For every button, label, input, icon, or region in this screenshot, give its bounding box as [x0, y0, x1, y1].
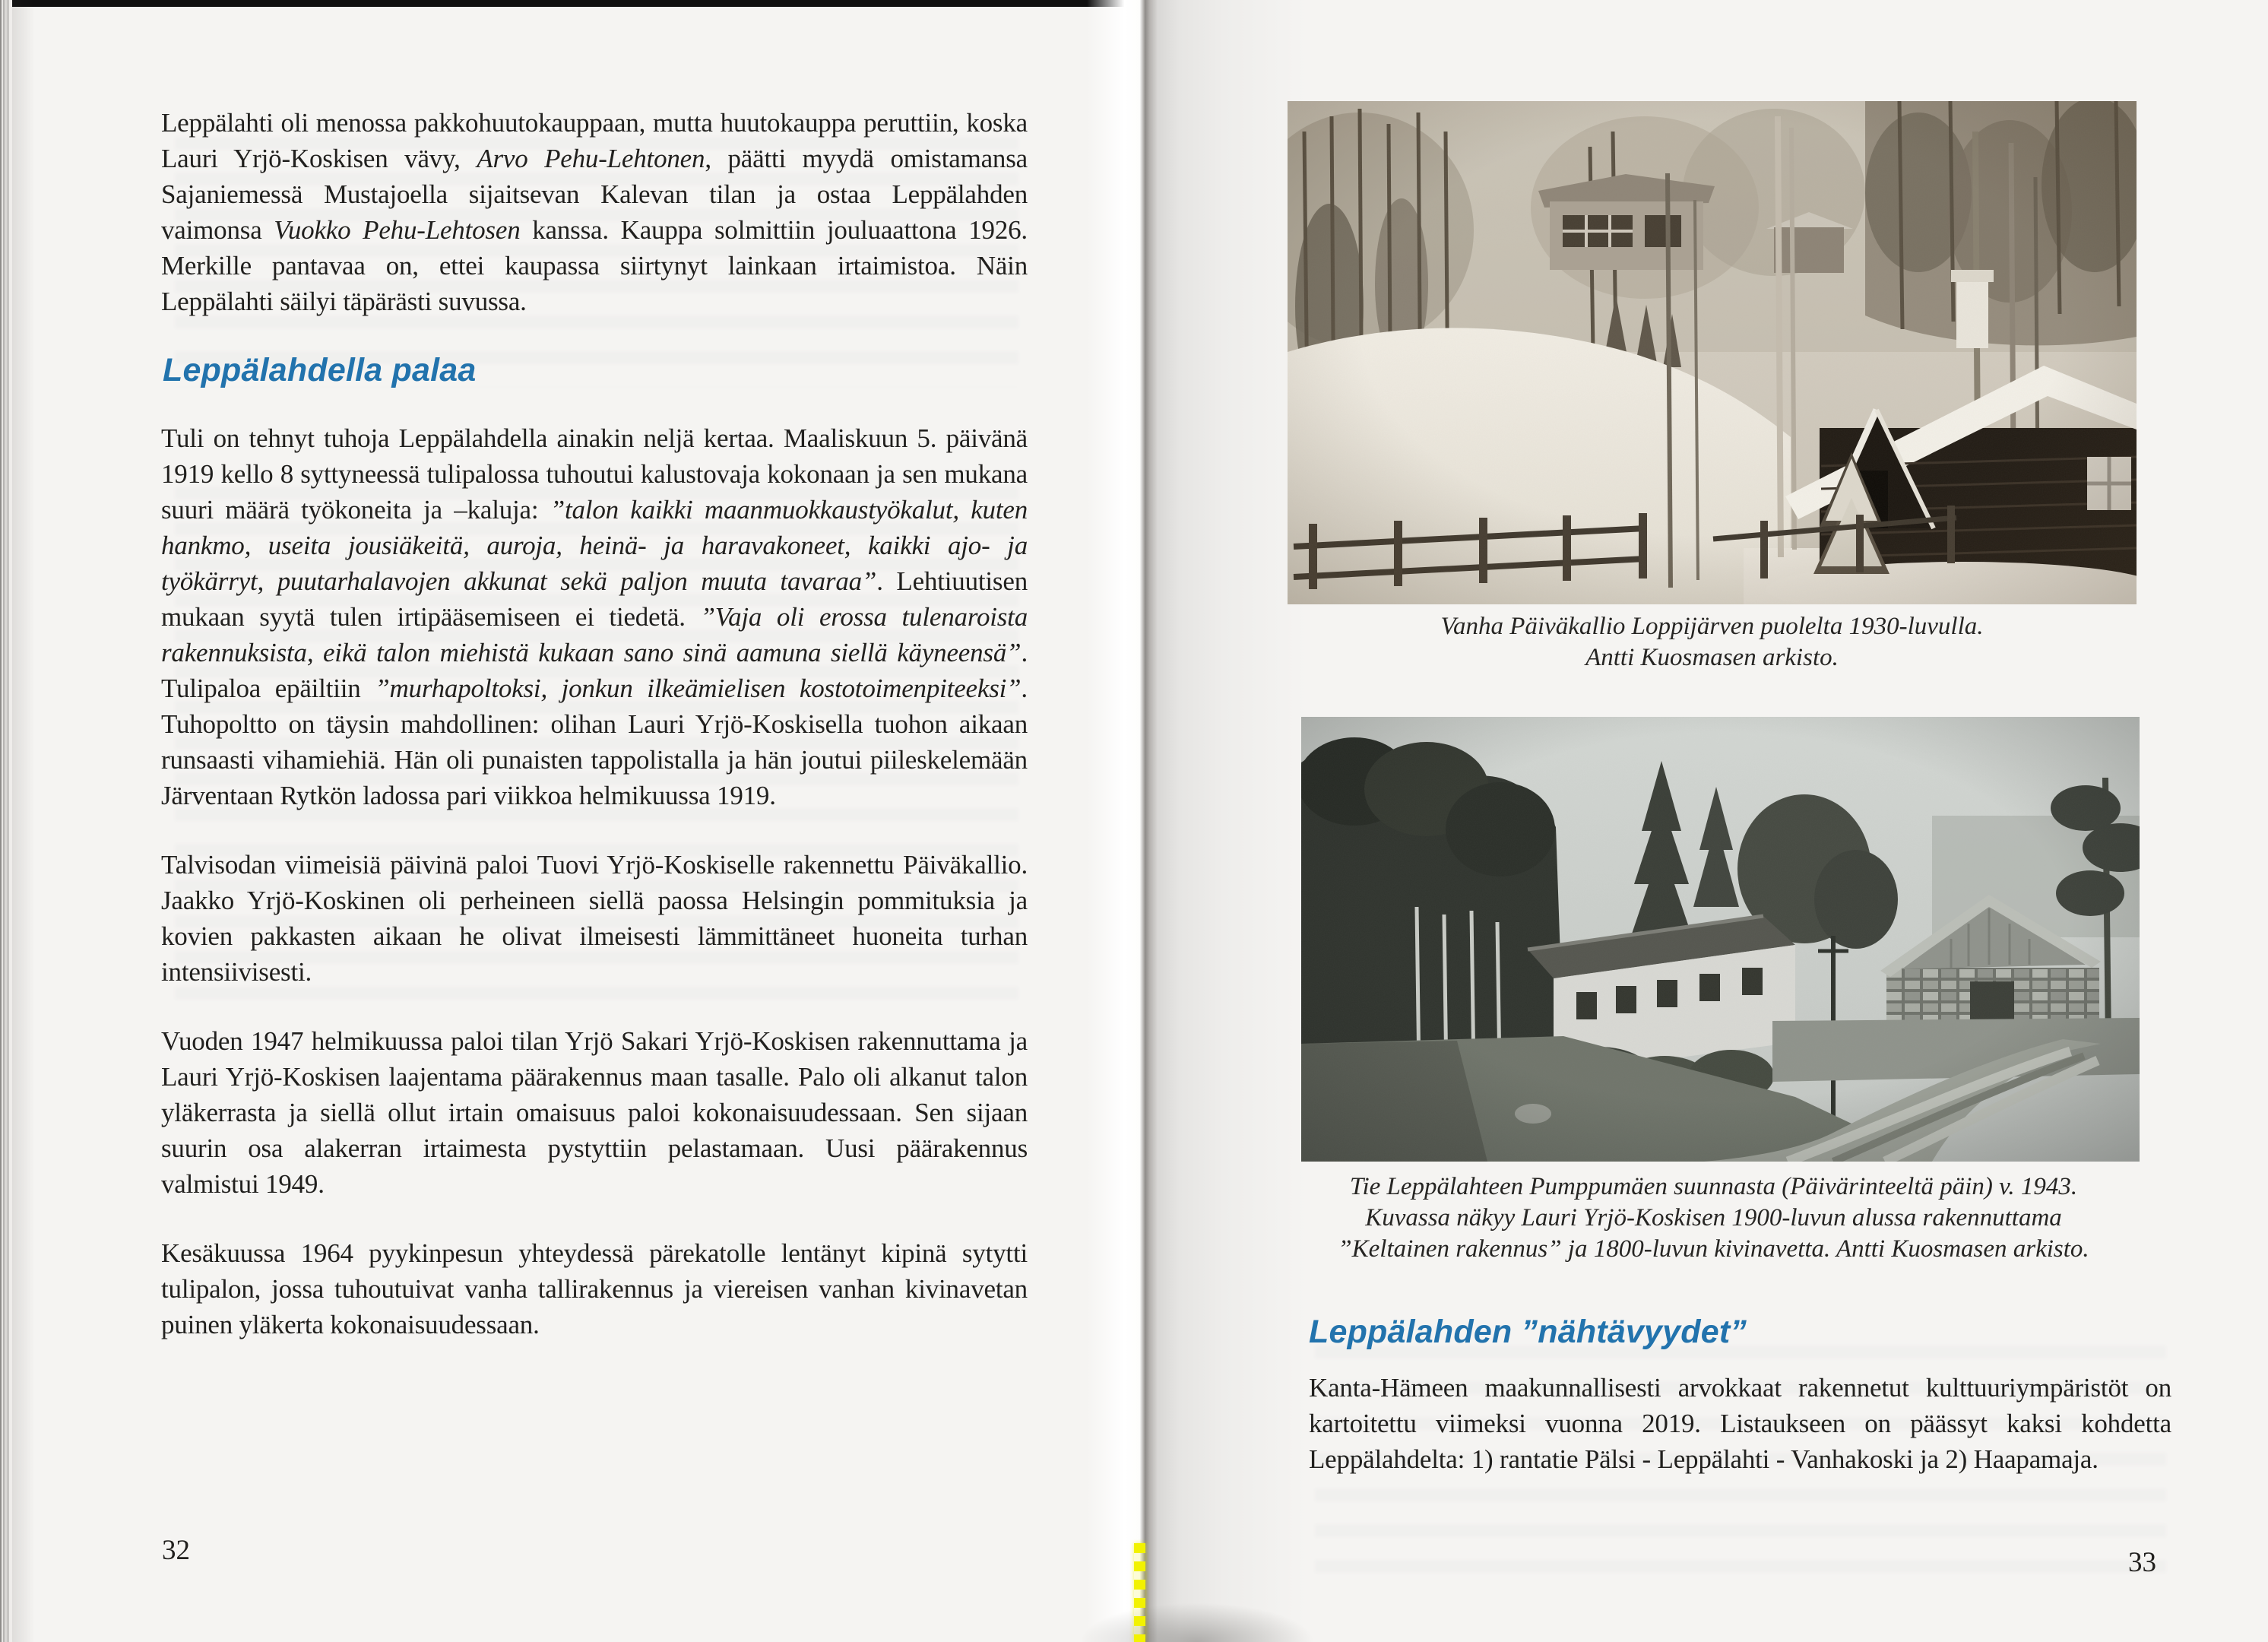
- left-page-text-column: [161, 105, 1028, 1342]
- book-page-edges: [0, 0, 12, 1642]
- paragraph: Talvisodan viimeisiä päivinä paloi Tuovi Yrjö-Koskiselle rakennettu Päiväkallio. Jaakko Yrjö-Koskinen oli perheineen siellä paossa Helsingin pommituksia ja kovien pakkasten aikaan he olivat ilmeisesti lämmittäneet huoneita turhan intensiivisesti.: [161, 850, 1028, 987]
- book-edge-shadow: [12, 0, 35, 1642]
- paragraph: Kanta-Hämeen maakunnallisesti arvokkaat rakennetut kulttuuriympäristöt on kartoitettu viimeksi vuonna 2019. Listaukseen on päässyt kaksi kohdetta Leppälahdelta: 1) rantatie Pälsi - Leppälahti - Vanhakoski ja 2) Haapamaja.: [1309, 1373, 2171, 1474]
- caption-line: Vanha Päiväkallio Loppijärven puolelta 1930-luvulla.: [1440, 613, 1984, 640]
- gutter-shadow: [1079, 1602, 1315, 1642]
- photo1-grain: [1288, 101, 2137, 604]
- paragraph: Tuli on tehnyt tuhoja Leppälahdella ainakin neljä kertaa. Maaliskuun 5. päivänä 1919 kello 8 syttyneessä tulipalossa tuhoutui kalustovaja kokonaan ja sen mukana suuri määrä työkoneita ja –kaluja: ”talon kaikki maanmuokkaustyökalut, kuten hankmo, useita jousiäkeitä, auroja, heinä- ja haravakoneet, kaikki ajo- ja työkärryt, puutarhalavojen akkunat sekä paljon muuta tavaraa”. Lehtiuutisen mukaan syytä tulen irtipääsemiseen ei tiedetä. ”Vaja oli erossa tulenaroista rakennuksista, eikä talon miehistä kukaan sano sinä aamuna siellä käyneensä”. Tulipaloa epäiltiin ”murhapoltoksi, jonkun ilkeämielisen kostotoimenpiteeksi”. Tuhopoltto on täysin mahdollinen: olihan Lauri Yrjö-Koskisella tuohon aikaan runsaasti vihamiehiä. Hän oli punaisten tappolistalla ja hän joutui piileskelemään Järventaan Rytkön ladossa pari viikkoa helmikuussa 1919.: [161, 423, 1028, 810]
- photo2-caption: [1288, 1171, 2140, 1265]
- section-heading-leppalahden-nahtavyydet: Leppälahden ”nähtävyydet”: [1309, 1314, 1747, 1350]
- photo1-caption: [1288, 611, 2137, 674]
- paragraph: Kesäkuussa 1964 pyykinpesun yhteydessä pärekatolle lentänyt kipinä sytytti tulipalon, jossa tuhoutuivat vanha tallirakennus ja viereisen vanhan kivinavetan puinen yläkerta kokonaisuudessaan.: [161, 1238, 1028, 1339]
- right-page-text-column: [1309, 1370, 2171, 1477]
- photo-winter-paivakallio: [1288, 101, 2137, 604]
- page-number-left: 32: [162, 1535, 190, 1566]
- section-heading-leppalahdella-palaa: Leppälahdella palaa: [163, 352, 477, 388]
- caption-line: Antti Kuosmasen arkisto.: [1585, 644, 1839, 671]
- paragraph: Leppälahti oli menossa pakkohuutokauppaan, mutta huutokauppa peruttiin, koska Lauri Yrjö-Koskisen vävy, Arvo Pehu-Lehtonen, päätti myydä omistamansa Sajaniemessä Mustajoella sijaitsevan Kalevan tilan ja ostaa Leppälahden vaimonsa Vuokko Pehu-Lehtosen kanssa. Kauppa solmittiin jouluaattona 1926. Merkille pantavaa on, ettei kaupassa siirtynyt lainkaan irtaimistoa. Näin Leppälahti säilyi täpärästi suvussa.: [161, 108, 1028, 316]
- photo2-grain: [1301, 717, 2140, 1162]
- photo-road-keltainen-rakennus: [1301, 717, 2140, 1162]
- yellow-highlighter-marks: [1134, 1543, 1145, 1642]
- caption-line: ”Keltainen rakennus” ja 1800-luvun kivinavetta. Antti Kuosmasen arkisto.: [1338, 1235, 2089, 1263]
- book-gutter: [1087, 0, 1307, 1642]
- paragraph: Vuoden 1947 helmikuussa paloi tilan Yrjö Sakari Yrjö-Koskisen rakennuttama ja Lauri Yrjö-Koskisen laajentama päärakennus maan tasalle. Palo oli alkanut talon yläkerrasta ja siellä ollut irtain omaisuus paloi kokonaisuudessaan. Sen sijaan suurin osa alakerran irtaimesta pystyttiin pelastamaan. Uusi päärakennus valmistui 1949.: [161, 1026, 1028, 1199]
- page-number-right: 33: [2128, 1547, 2156, 1578]
- scan-top-edge: [0, 0, 1149, 7]
- caption-line: Kuvassa näkyy Lauri Yrjö-Koskisen 1900-luvun alussa rakennuttama: [1365, 1204, 2062, 1232]
- caption-line: Tie Leppälahteen Pumppumäen suunnasta (Päivärinteeltä päin) v. 1943.: [1349, 1173, 2078, 1200]
